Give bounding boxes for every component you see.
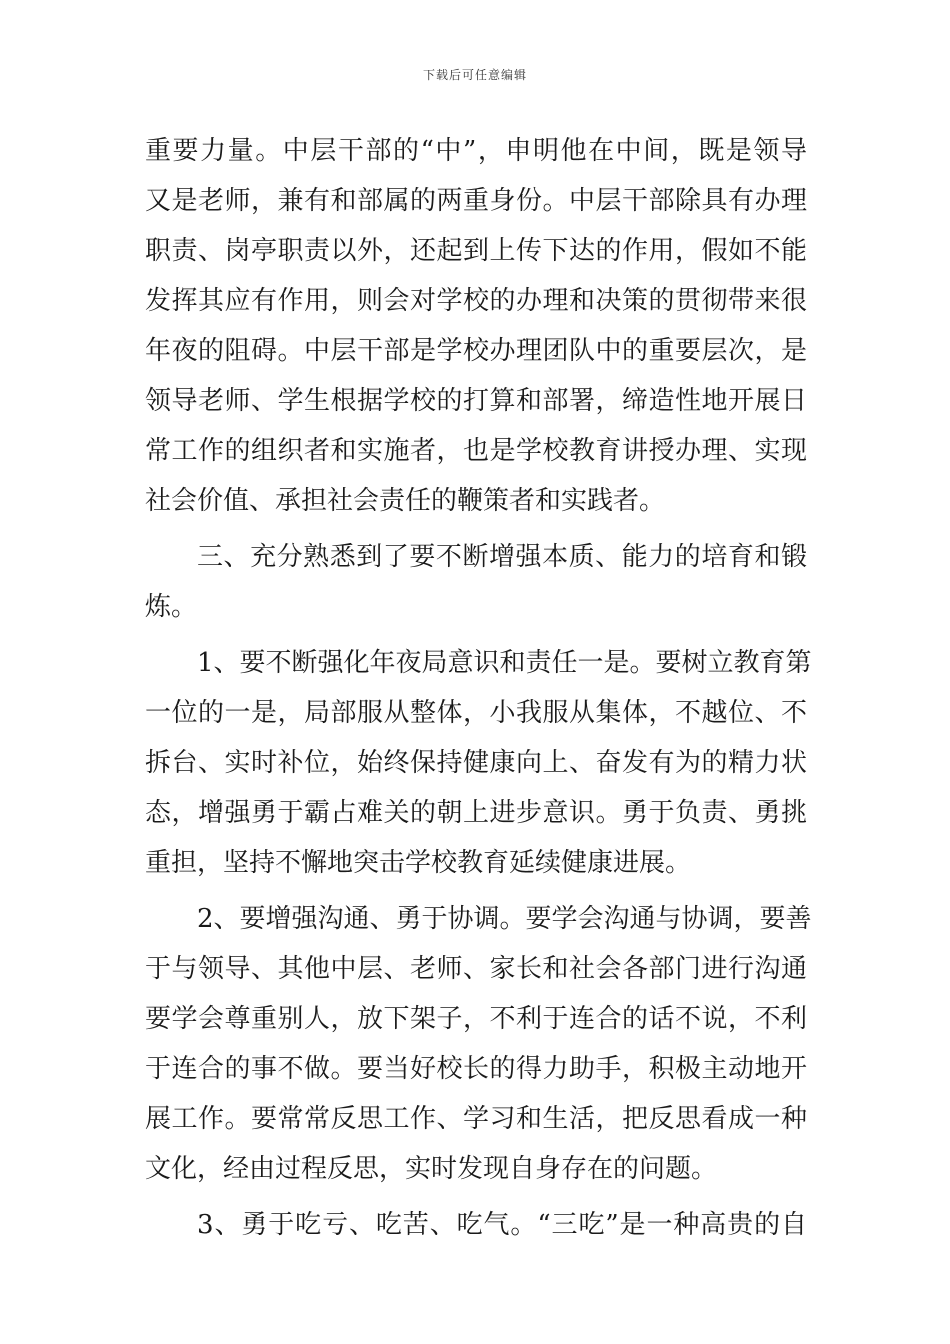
text-line: 又是老师，兼有和部属的两重身份。中层干部除具有办理 — [145, 186, 807, 216]
text-line: 于连合的事不做。要当好校长的得力助手，积极主动地开 — [145, 1054, 807, 1084]
paragraph — [145, 894, 812, 1194]
paragraph — [145, 638, 812, 888]
text-line: 1、要不断强化年夜局意识和责任一是。要树立教育第 — [197, 648, 812, 678]
text-line: 重担，坚持不懈地突击学校教育延续健康进展。 — [145, 848, 692, 878]
text-line: 于与领导、其他中层、老师、家长和社会各部门进行沟通 — [145, 954, 807, 984]
text-line: 炼。 — [145, 592, 198, 622]
text-line: 三、充分熟悉到了要不断增强本质、能力的培育和锻 — [197, 542, 807, 572]
text-line: 年夜的阻碍。中层干部是学校办理团队中的重要层次，是 — [145, 336, 807, 366]
text-line: 要学会尊重别人，放下架子，不利于连合的话不说，不利 — [145, 1004, 807, 1034]
text-line: 文化，经由过程反思，实时发现自身存在的问题。 — [145, 1154, 718, 1184]
text-line: 展工作。要常常反思工作、学习和生活，把反思看成一种 — [145, 1104, 807, 1134]
text-line: 态，增强勇于霸占难关的朝上进步意识。勇于负责、勇挑 — [145, 798, 807, 828]
page-header: 下载后可任意编辑 — [422, 68, 527, 82]
text-line: 3、勇于吃亏、吃苦、吃气。“三吃”是一种高贵的自 — [197, 1210, 807, 1240]
text-line: 社会价值、承担社会责任的鞭策者和实践者。 — [145, 486, 666, 516]
text-line: 领导老师、学生根据学校的打算和部署，缔造性地开展日 — [145, 386, 807, 416]
section-heading — [145, 532, 807, 632]
text-line: 2、要增强沟通、勇于协调。要学会沟通与协调，要善 — [197, 904, 812, 934]
text-line: 拆台、实时补位，始终保持健康向上、奋发有为的精力状 — [145, 748, 807, 778]
text-line: 职责、岗亭职责以外，还起到上传下达的作用，假如不能 — [145, 236, 807, 266]
paragraph — [145, 1200, 807, 1250]
document-body — [145, 126, 812, 1250]
paragraph — [145, 126, 807, 526]
text-line: 发挥其应有作用，则会对学校的办理和决策的贯彻带来很 — [145, 286, 807, 316]
text-line: 一位的一是，局部服从整体，小我服从集体，不越位、不 — [145, 698, 807, 728]
text-line: 重要力量。中层干部的“中”，申明他在中间，既是领导 — [145, 136, 807, 166]
text-line: 常工作的组织者和实施者，也是学校教育讲授办理、实现 — [145, 436, 807, 466]
